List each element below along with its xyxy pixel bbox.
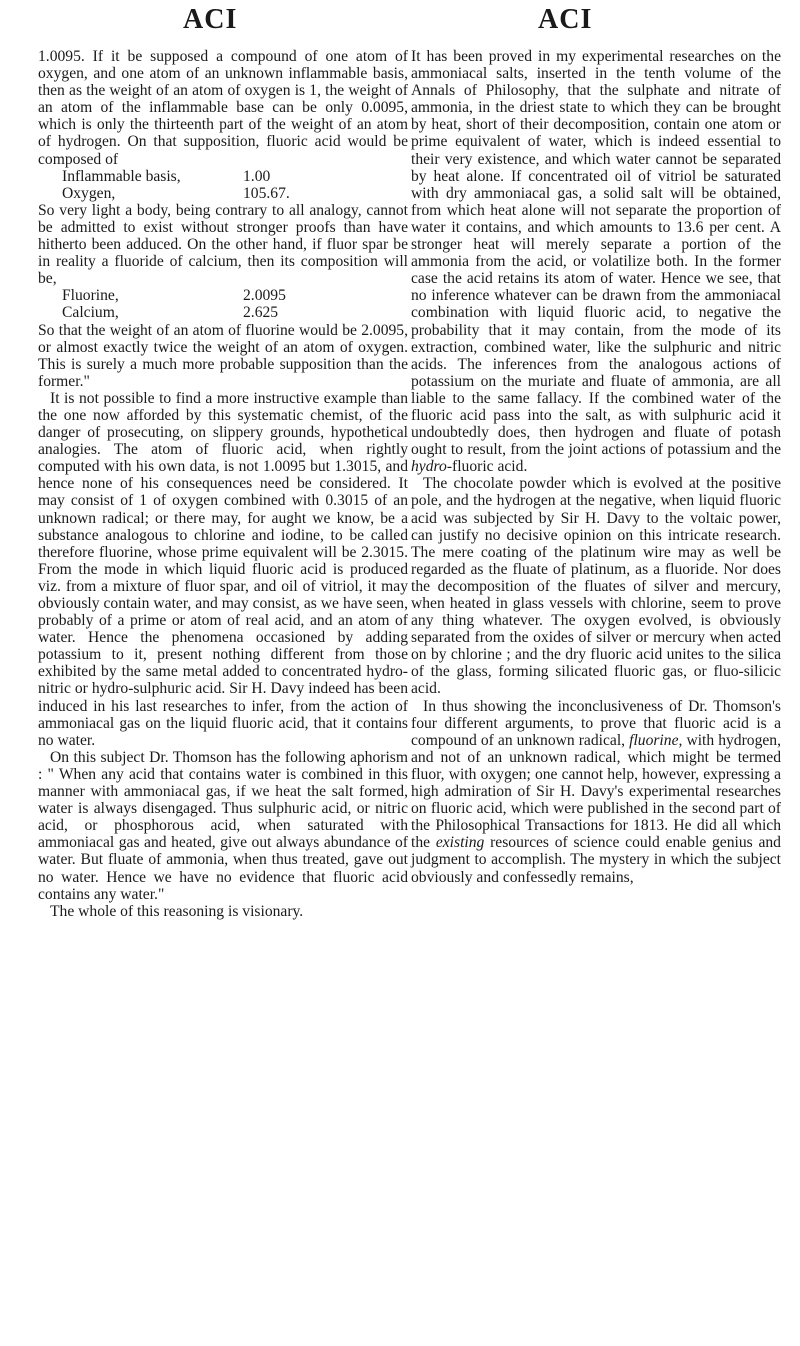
table-cell-name: Inflammable basis,: [62, 167, 181, 185]
italic-text: existing: [435, 834, 485, 852]
text-run: resources of science could enable genius and judgment to accomplish. The mystery in which the subject obviously and confessedly remains,: [411, 834, 781, 886]
right-column: [411, 48, 781, 886]
paragraph: [411, 698, 781, 886]
left-column: [38, 48, 408, 920]
running-head-left: ACI: [183, 4, 238, 35]
running-head-right: ACI: [538, 4, 593, 35]
paragraph: The whole of this reasoning is visionary.: [50, 902, 304, 920]
italic-text: fluorine,: [629, 731, 683, 749]
table-row: [38, 168, 408, 185]
table-cell-name: Calcium,: [62, 304, 119, 322]
paragraph: It is not possible to find a more instructive example than the one now afforded by this systematic chemist, of the danger of prosecuting, on slippery grounds, hypothetical analogies. The atom of fluoric acid, when rightly computed with his own data, is not 1.0095 but 1.3015, and hence none of his consequences need be considered. It may consist of 1 of oxygen combined with 0.3015 of an unknown radical; or there may, for aught we know, be a substance analogous to chlorine and iodine, to be called therefore fluorine, whose prime equivalent will be 2.3015. From the mode in which liquid fluoric acid is produced viz. from a mixture of fluor spar, and oil of vitriol, it may obviously contain water, and may consist, as we have seen, probably of a prime or atom of real acid, and an atom of water. Hence the phenomena occasioned by adding potassium to it, present nothing different from those exhibited by the same metal added to concentrated hydro-nitric or hydro-sulphuric acid. Sir H. Davy indeed has been induced in his last researches to infer, from the action of ammoniacal gas on the liquid fluoric acid, that it contains no water.: [38, 389, 408, 749]
composition-table: [38, 287, 408, 321]
table-cell-name: Fluorine,: [62, 287, 119, 305]
paragraph: So very light a body, being contrary to all analogy, cannot be admitted to exist without stronger proofs than have hitherto been adduced. On the other hand, if fluor spar be in reality a fluoride of calcium, then its composition will be,: [38, 201, 408, 288]
text-run: It has been proved in my experimental researches on the ammoniacal salts, inserted in the tenth volume of the Annals of Philosophy, that the sulphate and nitrate of ammonia, in the driest state to which they can be brought by heat, short of their decomposition, contain one atom or prime equivalent of water, which is indeed essential to their very existence, and which water cannot be separated by heat alone. If concentrated oil of vitriol be saturated with dry ammoniacal gas, a solid salt will be obtained, from which heat alone will not separate the proportion of water it contains, and which amounts to 13.6 per cent. A stronger heat will merely separate a portion of the ammonia from the acid, or volatilize both. In the former case the acid retains its atom of water. Hence we see, that no inference whatever can be drawn from the ammoniacal combination with liquid fluoric acid, to negative the probability that it may contain, from the mode of its extraction, combined water, like the sulphuric and nitric acids. The inferences from the analogous actions of potassium on the muriate and fluate of ammonia, are all liable to the same fallacy. If the combined water of the fluoric acid pass into the salt, as with sulphuric acid it undoubtedly does, then hydrogen and fluate of potash ought to result, from the joint actions of potassium and the: [411, 48, 781, 459]
table-row: [38, 287, 408, 304]
text-run: -fluoric acid.: [446, 458, 528, 476]
composition-table: [38, 168, 408, 202]
paragraph: On this subject Dr. Thomson has the following aphorism : " When any acid that contains water is combined in this manner with ammoniacal gas, if we heat the salt formed, water is always disengaged. Thus sulphuric acid, or nitric acid, or phosphorous acid, when saturated with ammoniacal gas and heated, give out always abundance of water. But fluate of ammonia, when thus treated, gave out no water. Hence we have no evidence that fluoric acid contains any water.": [38, 748, 408, 903]
paragraph: [411, 48, 781, 475]
table-cell-value: 2.625: [243, 304, 279, 322]
italic-text: hydro: [411, 458, 447, 476]
table-cell-value: 1.00: [243, 167, 271, 185]
paragraph: 1.0095. If it be supposed a compound of one atom of oxygen, and one atom of an unknown inflammable basis, then as the weight of an atom of oxygen is 1, the weight of an atom of the inflammable base can be only 0.0095, which is only the thirteenth part of the weight of an atom of hydrogen. On that supposition, fluoric acid would be composed of: [38, 48, 408, 168]
paragraph: The chocolate powder which is evolved at the positive pole, and the hydrogen at the negative, when liquid fluoric acid was subjected by Sir H. Davy to the voltaic power, can justify no decisive opinion on this intricate research. The mere coating of the platinum wire may as well be regarded as the fluate of platinum, as a fluoride. Nor does the decomposition of the fluates of silver and mercury, when heated in glass vessels with chlorine, seem to prove any thing whatever. The oxygen evolved, is obviously separated from the oxides of silver or mercury when acted on by chlorine ; and the dry fluoric acid unites to the silica of the glass, forming silicated fluoric gas, or fluo-silicic acid.: [411, 475, 781, 698]
table-row: [38, 304, 408, 321]
paragraph: So that the weight of an atom of fluorine would be 2.0095, or almost exactly twice the weight of an atom of oxygen. This is surely a much more probable supposition than the former.": [38, 321, 408, 390]
table-cell-value: 105.67.: [243, 184, 290, 202]
table-row: [38, 185, 408, 202]
page-header: [0, 4, 800, 40]
table-cell-name: Oxygen,: [62, 184, 116, 202]
text-run: with hydrogen, and not of an unknown radical, which might be termed fluor, with oxygen; one cannot help, however, expressing a high admiration of Sir H. Davy's experimental researches on fluoric acid, which were published in the second part of the Philosophical Transactions for 1813. He did all which the: [411, 731, 781, 852]
table-cell-value: 2.0095: [243, 287, 286, 305]
text-run: In thus showing the inconclusiveness of Dr. Thomson's four different arguments, to prove that fluoric acid is a compound of an unknown radical,: [411, 697, 781, 749]
